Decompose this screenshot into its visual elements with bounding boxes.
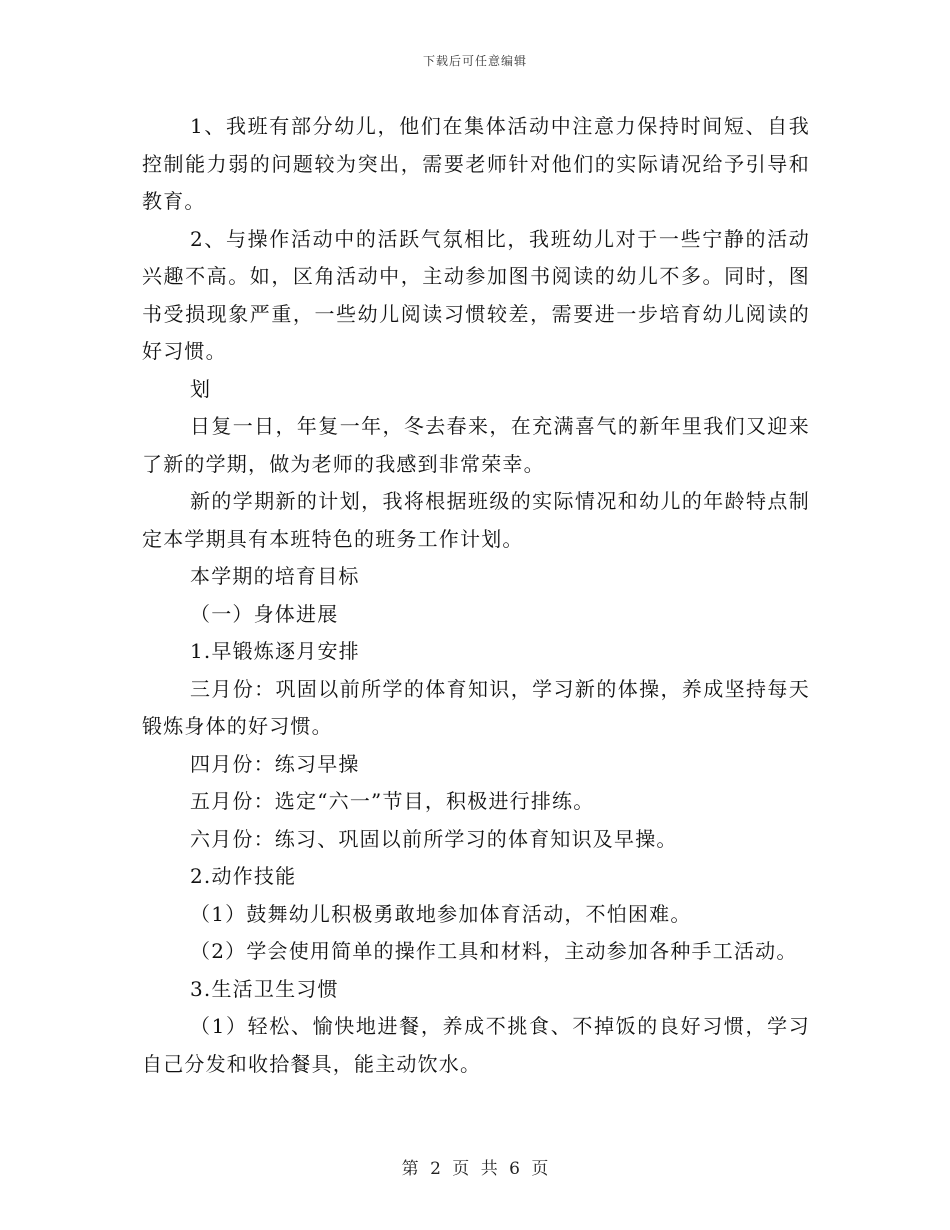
- paragraph-intro: 日复一日，年复一年，冬去春来，在充满喜气的新年里我们又迎来了新的学期，做为老师的我感到非常荣幸。: [142, 414, 810, 476]
- item-heading-motor-skills: 2.动作技能: [190, 864, 297, 888]
- paragraph-new-plan: 新的学期新的计划，我将根据班级的实际情况和幼儿的年龄特点制定本学期具有本班特色的班务工作计划。: [142, 489, 810, 551]
- paragraph-issue-2: 2、与操作活动中的活跃气氛相比，我班幼儿对于一些宁静的活动兴趣不高。如，区角活动中，主动参加图书阅读的幼儿不多。同时，图书受损现象严重，一些幼儿阅读习惯较差，需要进一步培育幼儿阅读的好习惯。: [142, 226, 810, 363]
- item-heading-morning-exercise: 1.早锻炼逐月安排: [190, 639, 360, 663]
- paragraph-skill-2: （2）学会使用简单的操作工具和材料，主动参加各种手工活动。: [190, 939, 798, 963]
- paragraph-june: 六月份：练习、巩固以前所学习的体育知识及早操。: [190, 826, 678, 851]
- subsection-heading-physical: （一）身体进展: [190, 601, 339, 626]
- paragraph-april: 四月份：练习早操: [190, 751, 360, 776]
- paragraph-skill-1: （1）鼓舞幼儿积极勇敢地参加体育活动，不怕困难。: [190, 901, 692, 926]
- item-heading-hygiene: 3.生活卫生习惯: [190, 976, 339, 1001]
- page-footer: 第 2 页 共 6 页: [401, 1159, 549, 1179]
- paragraph-march: 三月份：巩固以前所学的体育知识，学习新的体操，养成坚持每天锻炼身体的好习惯。: [142, 676, 810, 738]
- page-header: 下载后可任意编辑: [422, 54, 527, 68]
- paragraph-heading-plan: 划: [190, 376, 212, 401]
- paragraph-issue-1: 1、我班有部分幼儿，他们在集体活动中注意力保持时间短、自我控制能力弱的问题较为突出，需要老师针对他们的实际请况给予引导和教育。: [142, 114, 810, 213]
- document-body: [142, 108, 810, 1083]
- paragraph-hygiene-1: （1）轻松、愉快地进餐，养成不挑食、不掉饭的良好习惯，学习自己分发和收拾餐具，能主动饮水。: [142, 1014, 810, 1076]
- section-heading-goals: 本学期的培育目标: [190, 564, 360, 588]
- paragraph-may: 五月份：选定“六一”节目，积极进行排练。: [190, 789, 595, 813]
